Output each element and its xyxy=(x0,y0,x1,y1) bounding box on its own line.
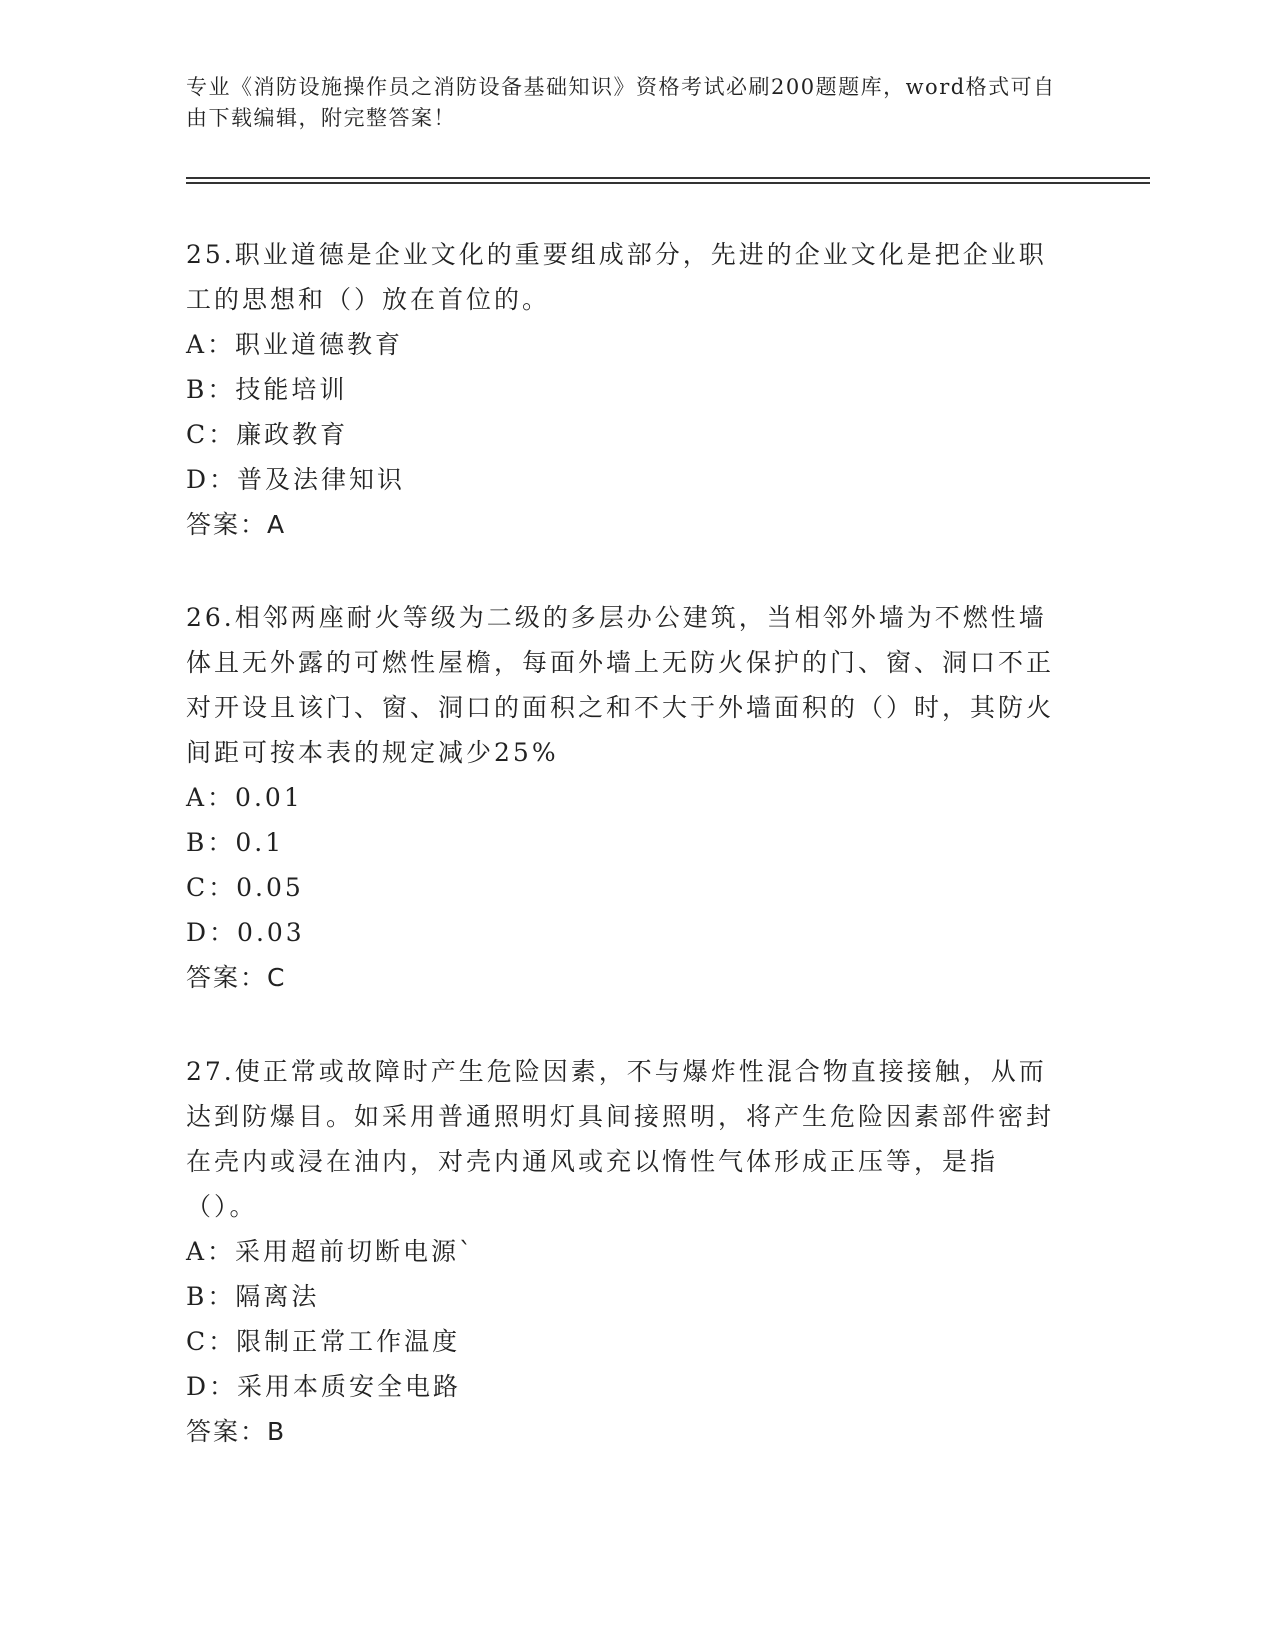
question-stem: 25.职业道德是企业文化的重要组成部分，先进的企业文化是把企业职工的思想和（）放在首位的。 xyxy=(186,240,1047,314)
answer-label: 答案：A xyxy=(186,510,287,539)
question-stem: 27.使正常或故障时产生危险因素，不与爆炸性混合物直接接触，从而达到防爆目。如采用普通照明灯具间接照明，将产生危险因素部件密封在壳内或浸在油内，对壳内通风或充以惰性气体形成正压等，是指（）。 xyxy=(186,1057,1055,1221)
answer-label: 答案：C xyxy=(186,963,287,992)
document-header: 专业《消防设施操作员之消防设备基础知识》资格考试必刷200题题库，word格式可自由下载编辑，附完整答案！ xyxy=(186,75,1056,130)
header-divider-bottom xyxy=(186,182,1150,184)
option-d: D：采用本质安全电路 xyxy=(186,1372,462,1401)
answer-label: 答案：B xyxy=(186,1417,287,1446)
question-25 xyxy=(186,232,1066,547)
question-26 xyxy=(186,595,1066,1000)
option-c: C：廉政教育 xyxy=(186,420,349,449)
question-stem: 26.相邻两座耐火等级为二级的多层办公建筑，当相邻外墙为不燃性墙体且无外露的可燃性屋檐，每面外墙上无防火保护的门、窗、洞口不正对开设且该门、窗、洞口的面积之和不大于外墙面积的（）时，其防火间距可按本表的规定减少25% xyxy=(186,603,1055,767)
option-a: A：0.01 xyxy=(186,783,303,812)
option-b: B：技能培训 xyxy=(186,375,348,404)
header-divider-top xyxy=(186,177,1150,179)
option-a: A：采用超前切断电源` xyxy=(186,1237,475,1266)
question-27 xyxy=(186,1049,1066,1454)
option-d: D：普及法律知识 xyxy=(186,465,406,494)
option-c: C：限制正常工作温度 xyxy=(186,1327,461,1356)
option-b: B：隔离法 xyxy=(186,1282,320,1311)
option-d: D：0.03 xyxy=(186,918,305,947)
option-a: A：职业道德教育 xyxy=(186,330,404,359)
option-c: C：0.05 xyxy=(186,873,304,902)
option-b: B：0.1 xyxy=(186,828,285,857)
